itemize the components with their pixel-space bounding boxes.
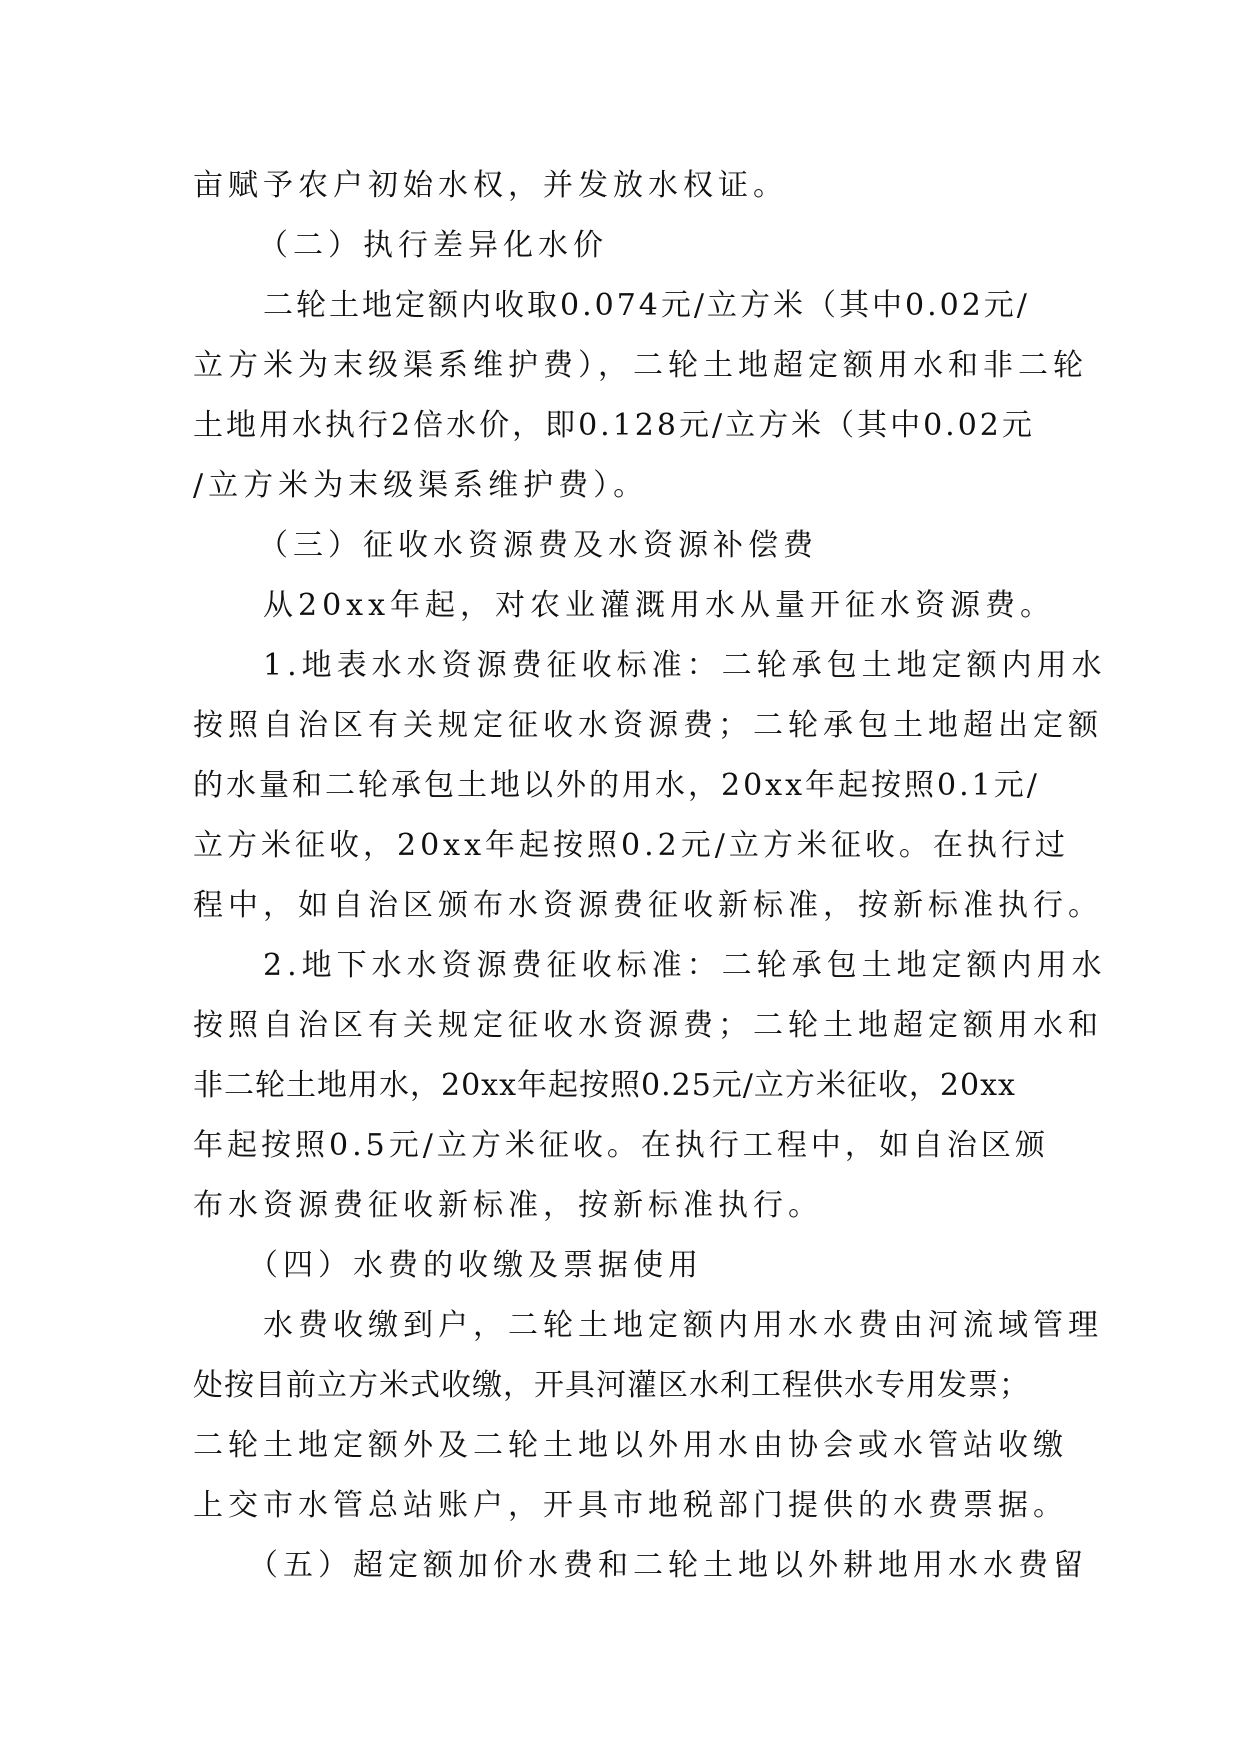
paragraph-line: 上交市水管总站账户，开具市地税部门提供的水费票据。 bbox=[193, 1488, 1068, 1523]
paragraph-line: 土地用水执行2倍水价，即0.128元/立方米（其中0.02元 bbox=[193, 408, 1035, 443]
section-heading-2: （二）执行差异化水价 bbox=[258, 228, 608, 263]
paragraph-line: 布水资源费征收新标准，按新标准执行。 bbox=[193, 1188, 823, 1223]
paragraph-line: 程中，如自治区颁布水资源费征收新标准，按新标准执行。 bbox=[193, 888, 1103, 923]
paragraph-line: 按照自治区有关规定征收水资源费；二轮承包土地超出定额 bbox=[193, 708, 1103, 743]
text-line-continuation: 亩赋予农户初始水权，并发放水权证。 bbox=[193, 168, 788, 203]
paragraph-line: 二轮土地定额外及二轮土地以外用水由协会或水管站收缴 bbox=[193, 1428, 1068, 1463]
paragraph-line: 处按目前立方米式收缴，开具河灌区水利工程供水专用发票； bbox=[193, 1368, 1030, 1403]
paragraph-line: 年起按照0.5元/立方米征收。在执行工程中，如自治区颁 bbox=[193, 1128, 1049, 1163]
paragraph-line: 二轮土地定额内收取0.074元/立方米（其中0.02元/ bbox=[263, 288, 1030, 323]
section-heading-4: （四）水费的收缴及票据使用 bbox=[248, 1248, 703, 1283]
section-heading-5: （五）超定额加价水费和二轮土地以外耕地用水水费留 bbox=[248, 1548, 1088, 1583]
paragraph-line: /立方米为末级渠系维护费）。 bbox=[193, 468, 649, 503]
section-heading-3: （三）征收水资源费及水资源补偿费 bbox=[258, 528, 818, 563]
paragraph-line: 水费收缴到户，二轮土地定额内用水水费由河流域管理 bbox=[263, 1308, 1103, 1343]
paragraph-line: 的水量和二轮承包土地以外的用水，20xx年起按照0.1元/ bbox=[193, 768, 1040, 803]
paragraph-line: 立方米为末级渠系维护费），二轮土地超定额用水和非二轮 bbox=[193, 348, 1088, 383]
list-item-2-line: 2.地下水水资源费征收标准：二轮承包土地定额内用水 bbox=[263, 948, 1107, 983]
list-item-1-line: 1.地表水水资源费征收标准：二轮承包土地定额内用水 bbox=[263, 648, 1107, 683]
paragraph-line: 按照自治区有关规定征收水资源费；二轮土地超定额用水和 bbox=[193, 1008, 1103, 1043]
paragraph-line: 从20xx年起，对农业灌溉用水从量开征水资源费。 bbox=[263, 588, 1056, 623]
paragraph-line: 立方米征收，20xx年起按照0.2元/立方米征收。在执行过 bbox=[193, 828, 1069, 863]
paragraph-line: 非二轮土地用水，20xx年起按照0.25元/立方米征收，20xx bbox=[193, 1068, 1016, 1103]
